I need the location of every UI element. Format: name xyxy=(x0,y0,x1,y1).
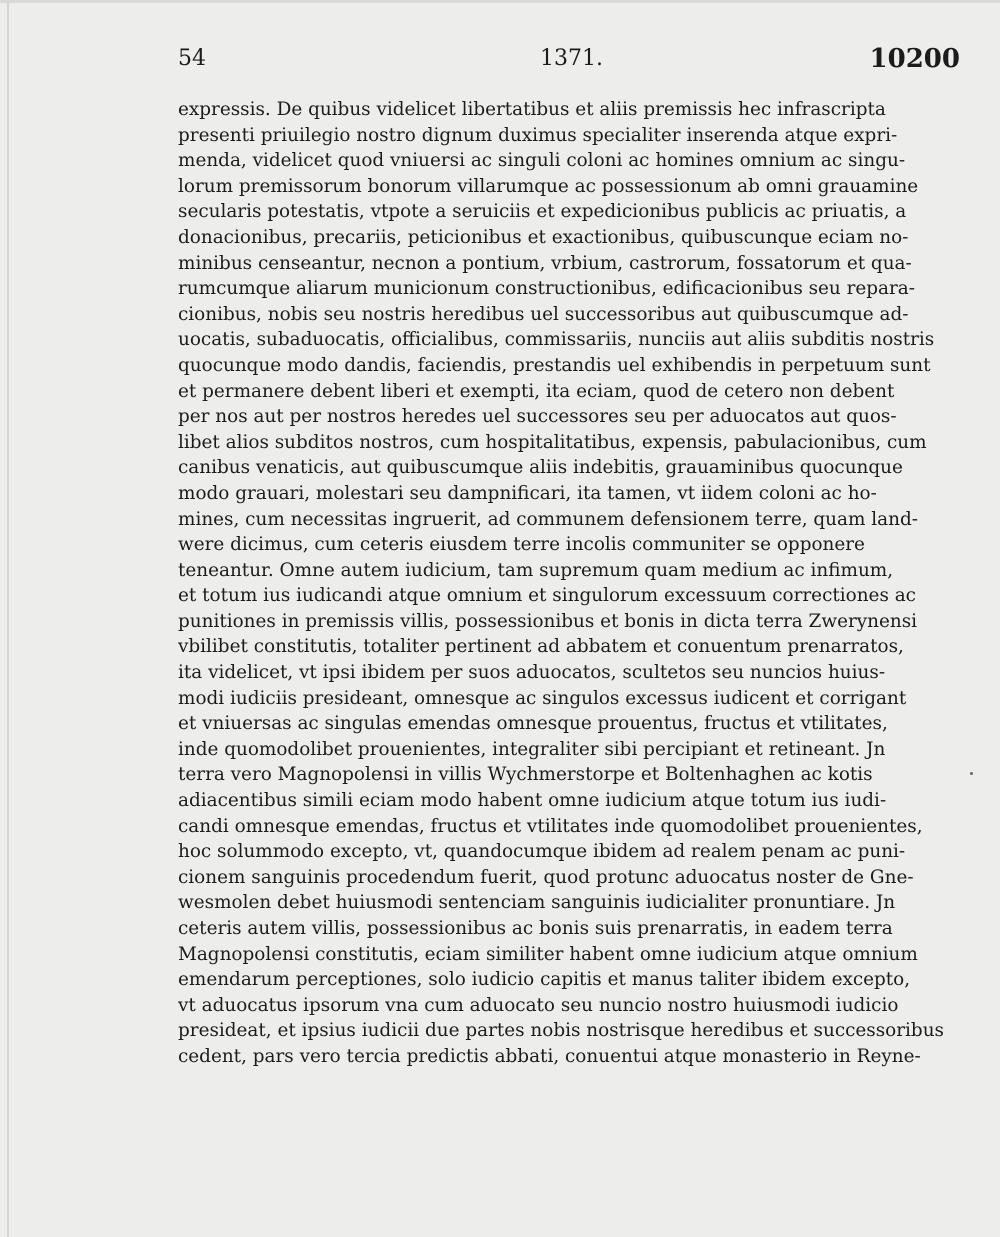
year-heading: 1371. xyxy=(540,46,603,71)
text-line: vt aduocatus ipsorum vna cum aduocato seu nuncio nostro huiusmodi iudicio xyxy=(178,994,899,1016)
text-line: cionibus, nobis seu nostris heredibus uel successoribus aut quibuscumque ad- xyxy=(178,303,909,325)
scan-top-edge xyxy=(0,0,1000,3)
text-line: menda, videlicet quod vniuersi ac singuli coloni ac homines omnium ac singu- xyxy=(178,150,906,172)
text-line: were dicimus, cum ceteris eiusdem terre incolis communiter se opponere xyxy=(178,534,865,556)
text-line: emendarum perceptiones, solo iudicio capitis et manus taliter ibidem excepto, xyxy=(178,969,911,991)
body-text xyxy=(178,97,960,1070)
text-line: cedent, pars vero tercia predictis abbati, conuentui atque monasterio in Reyne- xyxy=(178,1045,921,1067)
margin-speck xyxy=(970,772,973,775)
text-line: canibus venaticis, aut quibuscumque aliis indebitis, grauaminibus quocunque xyxy=(178,457,903,479)
text-line: modi iudiciis presideant, omnesque ac singulos excessus iudicent et corrigant xyxy=(178,687,907,709)
text-line: mines, cum necessitas ingruerit, ad communem defensionem terre, quam land- xyxy=(178,508,918,530)
text-line: lorum premissorum bonorum villarumque ac possessionum ab omni grauamine xyxy=(178,175,919,197)
text-line: Magnopolensi constitutis, eciam similiter habent omne iudicium atque omnium xyxy=(178,943,918,965)
text-line: uocatis, subaduocatis, officialibus, commissariis, nunciis aut aliis subditis nostris xyxy=(178,329,935,351)
text-line: minibus censeantur, necnon a pontium, vrbium, castrorum, fossatorum et qua- xyxy=(178,252,912,274)
text-line: rumcumque aliarum municionum constructionibus, edificacionibus seu repara- xyxy=(178,278,915,300)
text-line: cionem sanguinis procedendum fuerit, quod protunc aduocatus noster de Gne- xyxy=(178,866,914,888)
text-line: presideat, et ipsius iudicii due partes nobis nostrisque heredibus et successoribus xyxy=(178,1020,944,1042)
text-line: per nos aut per nostros heredes uel successores seu per aduocatos aut quos- xyxy=(178,406,897,428)
text-line: hoc solummodo excepto, vt, quandocumque ibidem ad realem penam ac puni- xyxy=(178,841,906,863)
running-header xyxy=(178,42,960,76)
text-line: ita videlicet, vt ipsi ibidem per suos aduocatos, scultetos seu nuncios huius- xyxy=(178,662,886,684)
text-line: vbilibet constitutis, totaliter pertinent ad abbatem et conuentum prenarratos, xyxy=(178,636,904,658)
text-line: adiacentibus simili eciam modo habent omne iudicium atque totum ius iudi- xyxy=(178,790,887,812)
scan-left-edge xyxy=(7,0,9,1237)
document-number: 10200 xyxy=(869,44,960,74)
text-line: modo grauari, molestari seu dampnificari, ita tamen, vt iidem coloni ac ho- xyxy=(178,482,877,504)
text-line: terra vero Magnopolensi in villis Wychmerstorpe et Boltenhaghen ac kotis xyxy=(178,764,873,786)
text-line: quocunque modo dandis, faciendis, prestandis uel exhibendis in perpetuum sunt xyxy=(178,354,931,376)
text-line: ceteris autem villis, possessionibus ac bonis suis prenarratis, in eadem terra xyxy=(178,918,893,939)
text-line: et permanere debent liberi et exempti, ita eciam, quod de cetero non debent xyxy=(178,380,895,402)
text-line: secularis potestatis, vtpote a seruiciis et expedicionibus publicis ac priuatis, a xyxy=(178,201,907,223)
text-line: presenti priuilegio nostro dignum duximus specialiter inserenda atque expri- xyxy=(178,124,898,146)
text-line: et vniuersas ac singulas emendas omnesque prouentus, fructus et vtilitates, xyxy=(178,713,888,735)
text-line: inde quomodolibet prouenientes, integraliter sibi percipiant et retineant. Jn xyxy=(178,738,886,760)
text-line: expressis. De quibus videlicet libertatibus et aliis premissis hec infrascripta xyxy=(178,99,886,120)
text-line: et totum ius iudicandi atque omnium et singulorum excessuum correctiones ac xyxy=(178,585,916,607)
text-line: libet alios subditos nostros, cum hospitalitatibus, expensis, pabulacionibus, cum xyxy=(178,431,927,453)
text-line: donacionibus, precariis, peticionibus et exactionibus, quibuscunque eciam no- xyxy=(178,226,909,248)
text-line: wesmolen debet huiusmodi sentenciam sanguinis iudicialiter pronuntiare. Jn xyxy=(178,892,896,914)
text-line: candi omnesque emendas, fructus et vtilitates inde quomodolibet prouenientes, xyxy=(178,815,923,837)
text-line: teneantur. Omne autem iudicium, tam supremum quam medium ac infimum, xyxy=(178,559,894,581)
text-line: punitiones in premissis villis, possessionibus et bonis in dicta terra Zwerynensi xyxy=(178,610,918,632)
page-number: 54 xyxy=(178,46,206,71)
